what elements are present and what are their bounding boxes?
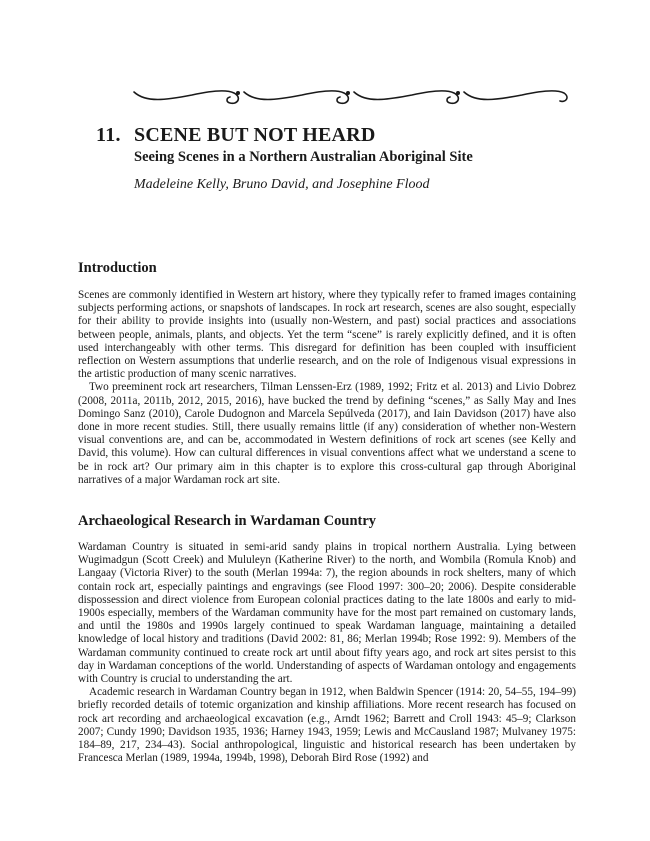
section-heading-archaeological-research: Archaeological Research in Wardaman Country: [78, 513, 377, 529]
chapter-number: 11.: [96, 124, 121, 146]
chapter-title: SCENE BUT NOT HEARD: [134, 124, 376, 146]
section-body-archaeological-research: [78, 541, 576, 765]
chapter-authors: Madeleine Kelly, Bruno David, and Josephine Flood: [134, 177, 430, 192]
chapter-subtitle: Seeing Scenes in a Northern Australian Aboriginal Site: [134, 149, 473, 165]
section-heading-introduction: Introduction: [78, 260, 157, 276]
section-body-introduction: [78, 289, 576, 487]
paragraph: Wardaman Country is situated in semi-arid sandy plains in tropical northern Australia. Lying between Wugimadgun (Scott Creek) and Mululeyn (Katherine River) to the north, and Wombila (Romula Knob) and Langaay (Victoria River) to the south (Merlan 1994a: 7), the region abounds in rock shelters, many of which contain rock art, especially paintings and engravings (see Flood 1997: 300–20; 2006). Despite considerable dispossession and direct violence from European colonial practices dating to the late 1800s and early to mid-1900s especially, members of the Wardaman community have for the most part remained on customary lands, and until the 1980s and 1990s largely continued to speak Wardaman language, maintaining a detailed knowledge of local history and traditions (David 2002: 81, 86; Merlan 1994b; Rose 1992: 9). Members of the Wardaman community continued to create rock art until about fifty years ago, and rock art sites persist to this day in Wardaman conceptions of the world. Understanding of aspects of Wardaman ontology and engagements with Country is crucial to understanding the art.: [78, 541, 576, 686]
paragraph: Academic research in Wardaman Country began in 1912, when Baldwin Spencer (1914: 20, 54–55, 194–99) briefly recorded details of totemic organization and kinship affiliations. More recent research has focused on rock art recording and archaeological excavation (e.g., Arndt 1962; Barrett and Croll 1943: 45–9; Clarkson 2007; Cundy 1990; Davidson 1935, 1936; Harney 1943, 1959; Lewis and McCausland 1987; Mulvaney 1975: 184–89, 217, 234–43). Social anthropological, linguistic and historical research has been undertaken by Francesca Merlan (1989, 1994a, 1994b, 1998), Deborah Bird Rose (1992) and: [78, 686, 576, 765]
paragraph: Scenes are commonly identified in Western art history, where they typically refer to framed images containing subjects performing actions, or snapshots of landscapes. In rock art research, scenes are also sought, especially for their ability to provide insights into (usually non-Western, and past) social practices and associations between people, animals, plants, and objects. Yet the term “scene” is rarely explicitly defined, and it is often used interchangeably with other terms. This disregard for definition has been coupled with insufficient reflection on Western assumptions that underlie research, and on the role of Indigenous visual expressions in the artistic production of many scenic narratives.: [78, 289, 576, 381]
decorative-flourish-ornament: [130, 76, 570, 106]
paragraph: Two preeminent rock art researchers, Tilman Lenssen-Erz (1989, 1992; Fritz et al. 2013) and Livio Dobrez (2008, 2011a, 2011b, 2012, 2015, 2016), have bucked the trend by defining “scenes,” as Sally May and Ines Domingo Sanz (2010), Carole Dudognon and Marcela Sepúlveda (2017), and Iain Davidson (2017) have also done in more recent studies. Still, there usually remains little (if any) consideration of whether non-Western visual conventions are, and can be, accommodated in Western definitions of rock art scenes (see Kelly and David, this volume). How can cultural differences in visual conventions affect what we understand a scene to be in rock art? Our primary aim in this chapter is to explore this cross-cultural gap through Aboriginal narratives of a major Wardaman rock art site.: [78, 381, 576, 486]
